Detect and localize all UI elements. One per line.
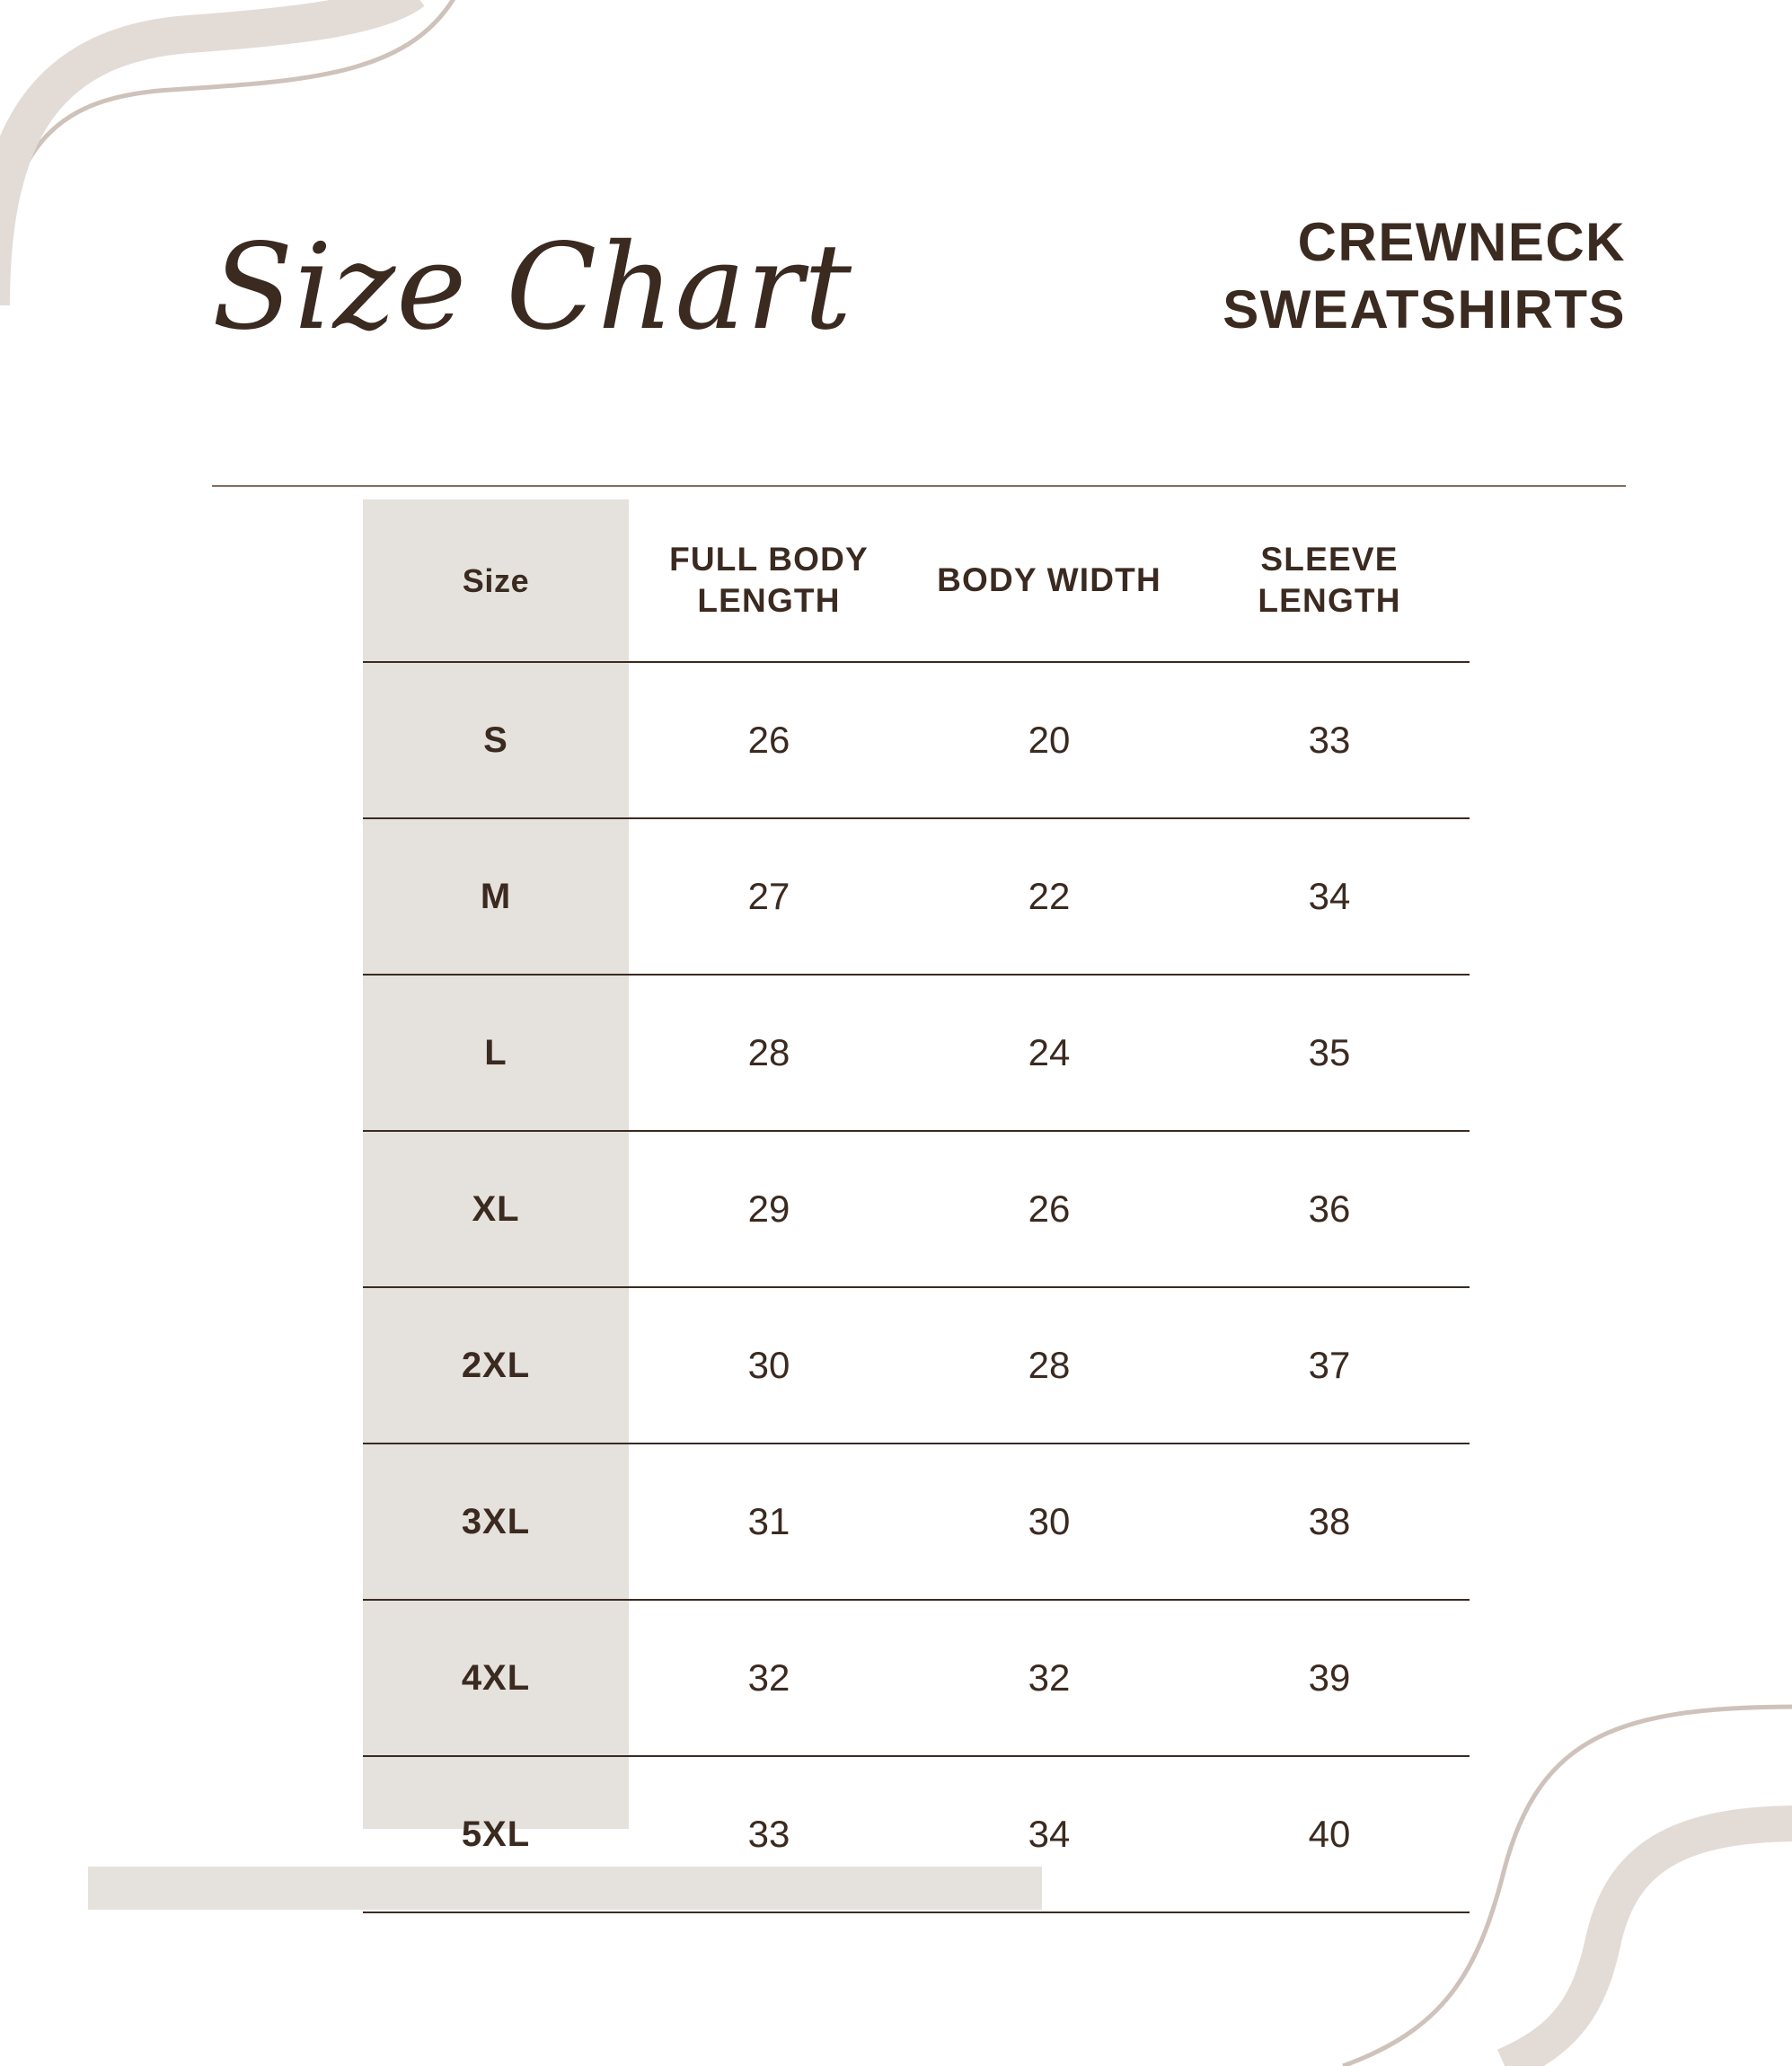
cell-sleeve-length: 40 — [1189, 1756, 1470, 1912]
cell-sleeve-length: 39 — [1189, 1600, 1470, 1756]
cell-body-width: 30 — [909, 1444, 1189, 1600]
table-row — [363, 1287, 1470, 1444]
table-row — [363, 1444, 1470, 1600]
cell-size: L — [363, 975, 629, 1131]
cell-body-width: 24 — [909, 975, 1189, 1131]
cell-size: 5XL — [363, 1756, 629, 1912]
cell-full-body-length: 27 — [629, 818, 909, 975]
cell-full-body-length: 29 — [629, 1131, 909, 1287]
cell-body-width: 28 — [909, 1287, 1189, 1444]
table-header — [363, 499, 1470, 662]
cell-size: S — [363, 662, 629, 818]
table-header-row — [363, 499, 1470, 662]
cell-full-body-length: 32 — [629, 1600, 909, 1756]
column-header-full-body-length: FULL BODY LENGTH — [669, 540, 869, 619]
measurements-table-wrapper — [363, 499, 1470, 1913]
column-header-body-width: BODY WIDTH — [937, 561, 1161, 598]
table-row — [363, 975, 1470, 1131]
cell-size: 3XL — [363, 1444, 629, 1600]
product-title: CREWNECK SWEATSHIRTS — [1223, 212, 1626, 340]
chart-header — [212, 208, 1626, 357]
cell-size: 2XL — [363, 1287, 629, 1444]
measurements-table — [363, 499, 1470, 1913]
cell-size: XL — [363, 1131, 629, 1287]
cell-body-width: 22 — [909, 818, 1189, 975]
table-row — [363, 1131, 1470, 1287]
cell-body-width: 32 — [909, 1600, 1189, 1756]
cell-full-body-length: 31 — [629, 1444, 909, 1600]
cell-body-width: 34 — [909, 1756, 1189, 1912]
table-row — [363, 818, 1470, 975]
cell-full-body-length: 26 — [629, 662, 909, 818]
table-row — [363, 1756, 1470, 1912]
cell-sleeve-length: 37 — [1189, 1287, 1470, 1444]
page-title: Size Chart — [212, 218, 853, 357]
table-body — [363, 662, 1470, 1912]
column-header-sleeve-length: SLEEVE LENGTH — [1258, 540, 1401, 619]
cell-sleeve-length: 35 — [1189, 975, 1470, 1131]
cell-size: M — [363, 818, 629, 975]
cell-full-body-length: 33 — [629, 1756, 909, 1912]
cell-body-width: 26 — [909, 1131, 1189, 1287]
cell-sleeve-length: 34 — [1189, 818, 1470, 975]
cell-full-body-length: 30 — [629, 1287, 909, 1444]
table-row — [363, 1600, 1470, 1756]
column-header-size: Size — [462, 561, 530, 599]
cell-body-width: 20 — [909, 662, 1189, 818]
cell-full-body-length: 28 — [629, 975, 909, 1131]
header-divider — [212, 485, 1626, 487]
cell-size: 4XL — [363, 1600, 629, 1756]
cell-sleeve-length: 38 — [1189, 1444, 1470, 1600]
cell-sleeve-length: 36 — [1189, 1131, 1470, 1287]
table-row — [363, 662, 1470, 818]
cell-sleeve-length: 33 — [1189, 662, 1470, 818]
